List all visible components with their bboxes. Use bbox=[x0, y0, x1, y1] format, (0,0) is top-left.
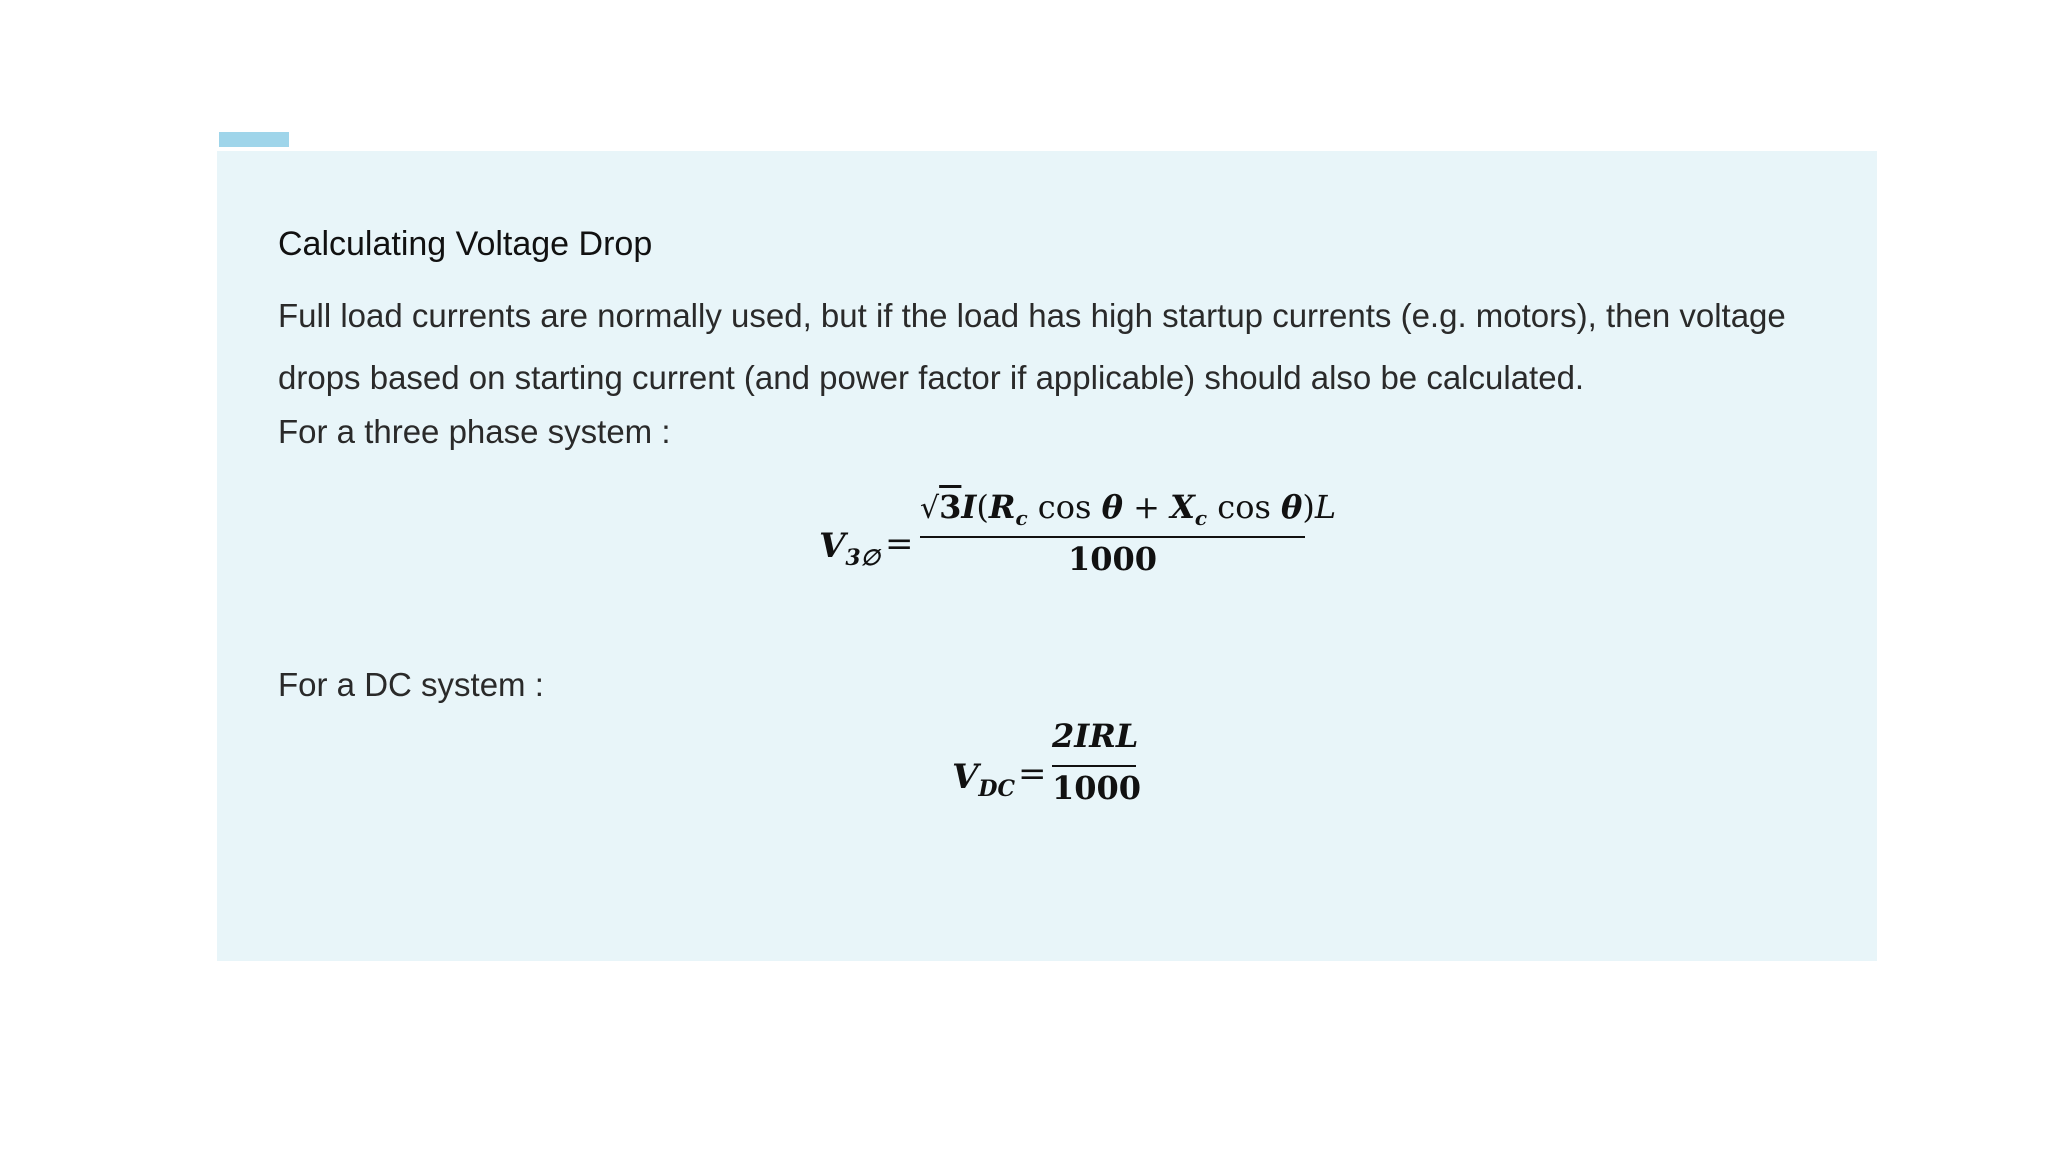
body-paragraph: Full load currents are normally used, but if the load has high startup currents (e.g. motors), then voltage drops based on starting current (and power factor if applicable) should also be calculated. bbox=[278, 297, 1786, 396]
formula-numerator: $√3I(R_c$ $\cos \theta + X_c$ cos θ)L bbox=[920, 488, 1337, 530]
content-panel bbox=[217, 151, 1877, 961]
three-phase-label: For a three phase system : bbox=[278, 413, 671, 450]
three-phase-formula bbox=[802, 488, 1337, 594]
accent-bar bbox=[219, 132, 289, 147]
formula-lhs: $V_{DC}$ bbox=[952, 757, 1015, 802]
formula-denominator: 1000 bbox=[1052, 769, 1142, 807]
formula-lhs: $V_{3\emptyset}$ bbox=[819, 526, 880, 571]
equals-sign: = bbox=[1018, 754, 1047, 794]
fraction-line bbox=[1052, 765, 1136, 767]
fraction-line bbox=[920, 536, 1305, 538]
formula-numerator: 2IRL bbox=[1052, 717, 1139, 755]
dc-formula bbox=[952, 717, 1182, 839]
equals-sign: = bbox=[885, 524, 914, 564]
formula-denominator: 1000 bbox=[1067, 540, 1158, 578]
dc-label: For a DC system : bbox=[278, 666, 544, 703]
slide-heading: Calculating Voltage Drop bbox=[278, 225, 653, 263]
